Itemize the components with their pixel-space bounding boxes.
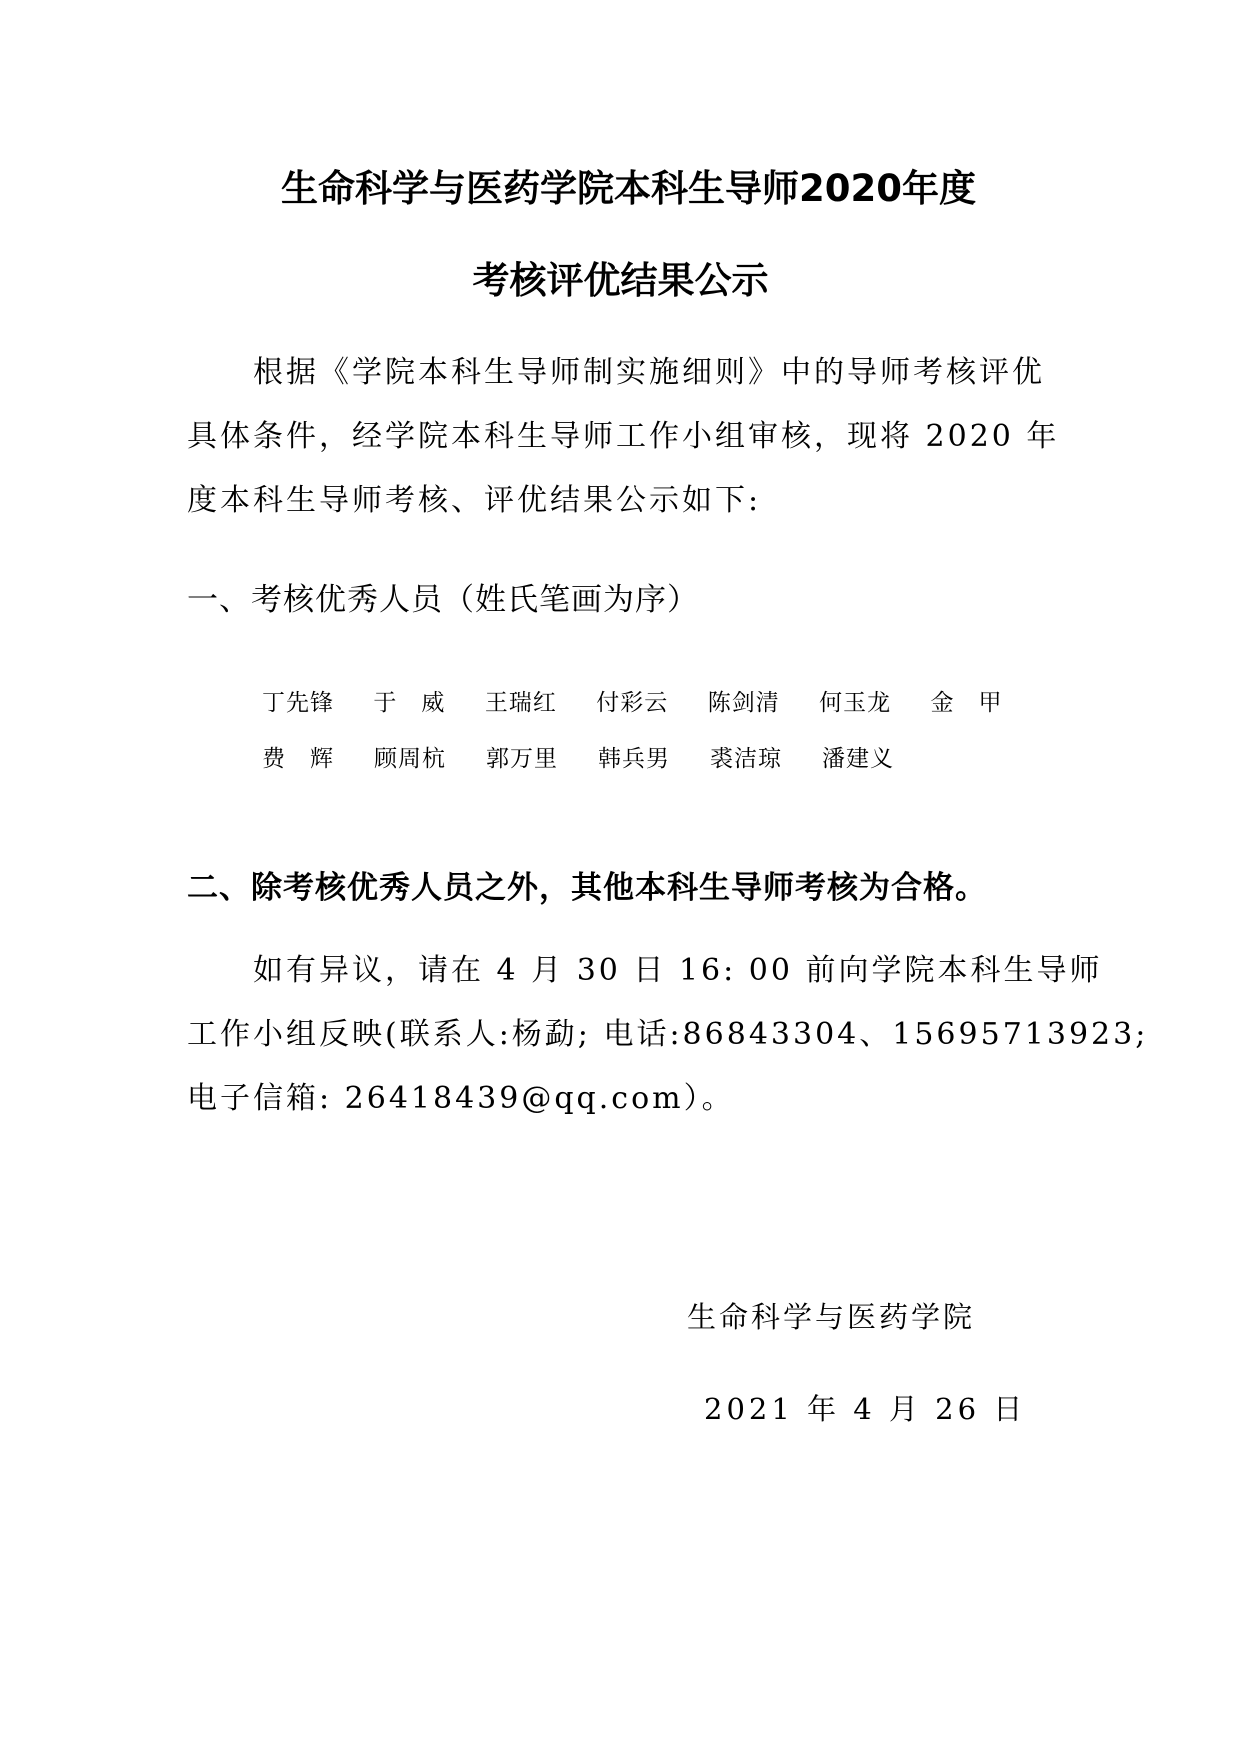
excellent-names-list: [262, 672, 1042, 784]
names-row: [262, 672, 1042, 728]
name-item: 郭万里: [486, 745, 558, 772]
name-item: 何玉龙: [819, 689, 892, 716]
name-item: 金 甲: [930, 689, 1003, 716]
name-item: 于 威: [373, 689, 446, 716]
names-row: [262, 728, 1042, 784]
name-item: 王瑞红: [484, 689, 557, 716]
objection-line: 如有异议，请在 4 月 30 日 16: 00 前向学院本科生导师: [187, 953, 1103, 988]
intro-line: 度本科生导师考核、评优结果公示如下:: [187, 483, 762, 518]
objection-line: 电子信箱: 26418439@qq.com）。: [187, 1081, 735, 1116]
name-item: 付彩云: [596, 689, 669, 716]
document-title-line-1: 生命科学与医药学院本科生导师2020年度: [281, 167, 976, 210]
name-item: 顾周杭: [374, 745, 446, 772]
name-item: 潘建义: [822, 745, 894, 772]
name-item: 韩兵男: [598, 745, 670, 772]
intro-line: 根据《学院本科生导师制实施细则》中的导师考核评优: [187, 355, 1045, 390]
objection-line: 工作小组反映(联系人:杨勐; 电话:86843304、15695713923;: [187, 1017, 1149, 1052]
signature-date: 2021 年 4 月 26 日: [704, 1392, 1027, 1426]
name-item: 裘洁琼: [710, 745, 782, 772]
name-item: 陈剑清: [707, 689, 780, 716]
intro-line: 具体条件，经学院本科生导师工作小组审核，现将 2020 年: [187, 419, 1060, 454]
name-item: 费 辉: [262, 745, 334, 772]
signature-organization: 生命科学与医药学院: [687, 1300, 976, 1334]
document-title-line-2: 考核评优结果公示: [472, 259, 769, 302]
name-item: 丁先锋: [262, 689, 334, 716]
objection-paragraph: [187, 939, 1149, 1131]
intro-paragraph: [187, 341, 1067, 533]
section-heading-qualified: 二、除考核优秀人员之外，其他本科生导师考核为合格。: [187, 870, 987, 906]
section-heading-excellent: 一、考核优秀人员（姓氏笔画为序）: [187, 582, 699, 618]
